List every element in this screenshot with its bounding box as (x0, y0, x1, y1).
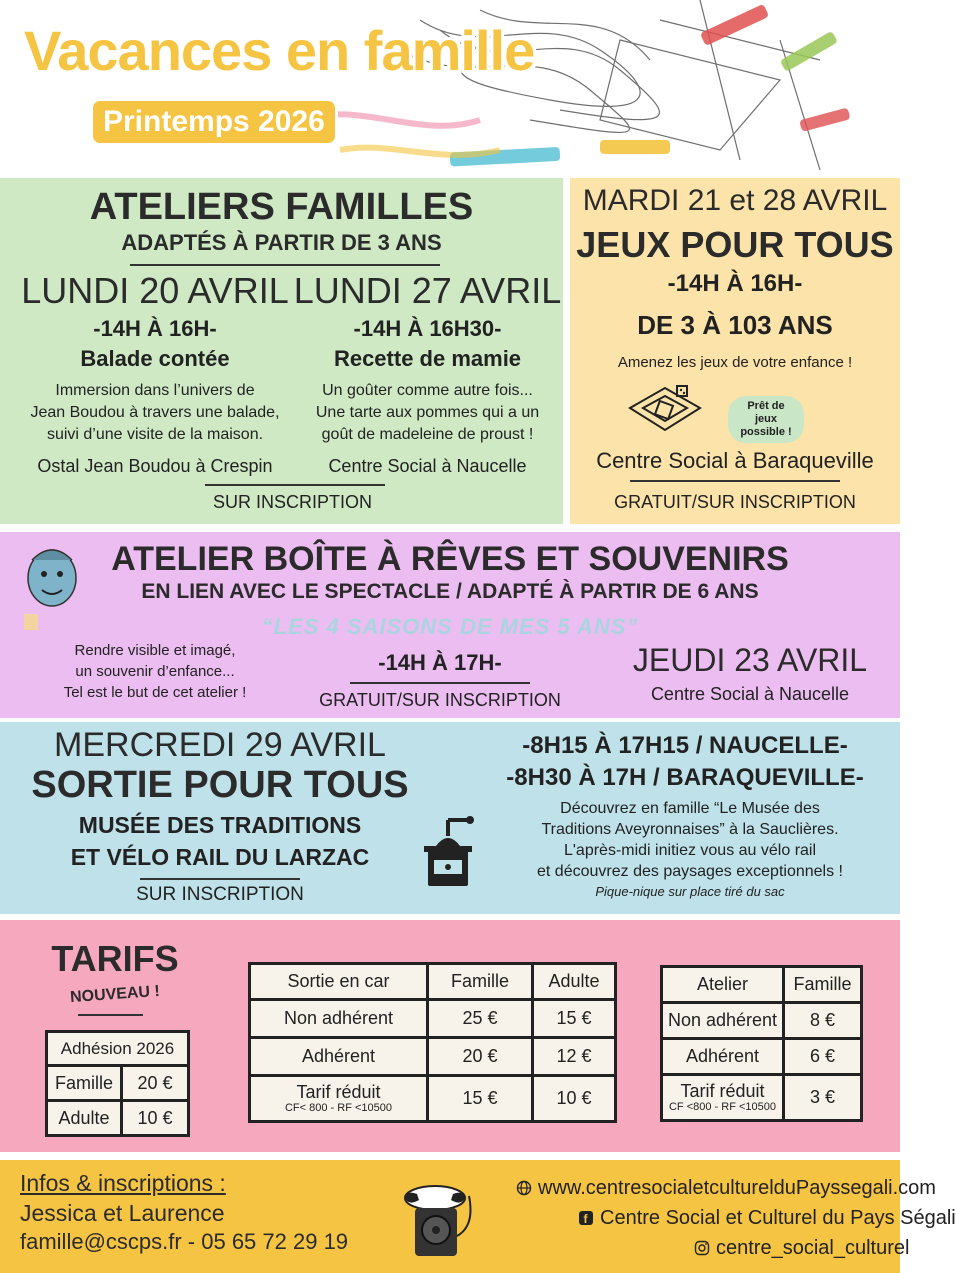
car-row-adulte: 15 € (533, 1000, 616, 1038)
season-badge: Printemps 2026 (90, 98, 338, 146)
reves-desc-1: Rendre visible et imagé, (74, 642, 236, 659)
jeux-time: -14H À 16H- (667, 270, 803, 297)
sortie-car-table (248, 962, 617, 1123)
adhesion-adulte-price: 10 € (122, 1101, 189, 1136)
car-reduit-note: CF< 800 - RF <10500 (284, 1102, 392, 1114)
reves-date: JEUDI 23 AVRIL (632, 642, 868, 678)
svg-text:f: f (583, 1212, 588, 1226)
telephone-illustration (395, 1166, 480, 1264)
atelier-left-place: Ostal Jean Boudou à Crespin (37, 456, 273, 476)
sortie-time-1: -8H15 À 17H15 / NAUCELLE- (522, 732, 848, 759)
board-game-icon (625, 378, 705, 438)
divider (78, 1014, 143, 1016)
jeux-date: MARDI 21 et 28 AVRIL (582, 184, 888, 217)
jeux-pour-tous-panel (570, 178, 900, 524)
car-row-famille: 25 € (428, 1000, 533, 1038)
instagram-link[interactable]: centre_social_culturel (716, 1237, 910, 1259)
reves-desc-3: Tel est le but de cet atelier ! (63, 684, 247, 701)
globe-icon (516, 1180, 532, 1196)
sortie-desc-4: et découvrez des paysages exceptionnels ! (537, 863, 843, 880)
car-row-adulte: 12 € (533, 1038, 616, 1076)
puppet-illustration (18, 540, 88, 632)
atelier-left-name: Balade contée (80, 346, 230, 371)
atelier-row-label: Non adhérent (662, 1003, 784, 1039)
divider (130, 264, 440, 266)
ateliers-note: SUR INSCRIPTION (212, 492, 372, 512)
reves-show: “LES 4 SAISONS DE MES 5 ANS” (261, 614, 639, 639)
divider (350, 682, 530, 684)
adhesion-famille-price: 20 € (122, 1066, 189, 1101)
car-row-label: Tarif réduit (296, 1082, 381, 1102)
sortie-dest-1: MUSÉE DES TRADITIONS (78, 812, 362, 838)
atelier-left-time: -14H À 16H- (93, 316, 217, 341)
sortie-dest-2: ET VÉLO RAIL DU LARZAC (70, 844, 370, 870)
sortie-title: SORTIE POUR TOUS (31, 764, 409, 806)
email-phone-link[interactable]: famille@cscps.fr - 05 65 72 29 19 (20, 1229, 349, 1254)
sortie-pour-tous-panel (0, 722, 900, 914)
atelier-header-atelier: Atelier (662, 967, 784, 1003)
sortie-desc-2: Traditions Aveyronnaises” à la Sauclières. (541, 821, 839, 838)
atelier-row-famille: 3 € (784, 1075, 862, 1121)
atelier-reduit-note: CF <800 - RF <10500 (668, 1101, 776, 1113)
jeux-tagline: Amenez les jeux de votre enfance ! (617, 354, 853, 371)
jeux-note: GRATUIT/SUR INSCRIPTION (614, 492, 856, 512)
ateliers-title: ATELIERS FAMILLES (89, 186, 474, 228)
coffee-grinder-icon (418, 810, 478, 890)
instagram-row[interactable] (694, 1237, 909, 1260)
atelier-left-desc-1: Immersion dans l’univers de (55, 382, 255, 399)
car-row-famille: 15 € (428, 1076, 533, 1122)
sortie-time-2: -8H30 À 17H / BARAQUEVILLE- (506, 764, 864, 791)
adhesion-famille-label: Famille (47, 1066, 122, 1101)
adhesion-adulte-label: Adulte (47, 1101, 122, 1136)
sortie-date: MERCREDI 29 AVRIL (54, 726, 386, 764)
footer (0, 1160, 956, 1273)
contacts: Jessica et Laurence (20, 1200, 225, 1226)
atelier-row-label: Tarif réduit (680, 1081, 765, 1101)
atelier-right-name: Recette de mamie (333, 346, 522, 371)
sortie-desc-3: L'après-midi initiez vous au vélo rail (563, 842, 817, 859)
car-header-sortie: Sortie en car (250, 964, 428, 1000)
atelier-right-desc-1: Un goûter comme autre fois... (322, 382, 533, 399)
reves-desc-2: un souvenir d’enfance... (75, 663, 235, 680)
jeux-ages: DE 3 À 103 ANS (637, 310, 833, 340)
atelier-right-date: LUNDI 27 AVRIL (293, 270, 562, 311)
facebook-icon (578, 1210, 594, 1226)
car-row-label: Non adhérent (250, 1000, 428, 1038)
atelier-table (660, 965, 863, 1122)
atelier-reduit-cell (662, 1075, 784, 1121)
atelier-left-desc-2: Jean Boudou à travers une balade, (30, 404, 280, 421)
car-row-label: Adhérent (250, 1038, 428, 1076)
reves-place: Centre Social à Naucelle (650, 684, 850, 704)
atelier-left-desc-3: suivi d’une visite de la maison. (46, 426, 264, 443)
reves-title: ATELIER BOÎTE À RÊVES ET SOUVENIRS (111, 540, 789, 578)
nouveau-badge: NOUVEAU ! (69, 982, 161, 1007)
adhesion-table (45, 1030, 190, 1137)
tarifs-panel (0, 920, 900, 1152)
reves-subtitle: EN LIEN AVEC LE SPECTACLE / ADAPTÉ À PARTIR DE 6 ANS (141, 580, 759, 603)
sortie-desc-1: Découvrez en famille “Le Musée des (560, 800, 820, 817)
header (0, 0, 900, 175)
car-row-adulte: 10 € (533, 1076, 616, 1122)
atelier-reves-panel (0, 532, 900, 718)
divider (140, 878, 300, 880)
atelier-left-date: LUNDI 20 AVRIL (21, 270, 289, 311)
atelier-right-desc-2: Une tarte aux pommes qui a un (315, 404, 540, 421)
atelier-row-label: Adhérent (662, 1039, 784, 1075)
reves-time: -14H À 17H- (378, 650, 502, 675)
car-header-famille: Famille (428, 964, 533, 1000)
tarifs-title: TARIFS (51, 938, 179, 979)
atelier-row-famille: 6 € (784, 1039, 862, 1075)
website-row[interactable] (516, 1177, 936, 1200)
ateliers-familles-panel (0, 178, 563, 524)
ateliers-subtitle: ADAPTÉS À PARTIR DE 3 ANS (121, 230, 442, 255)
website-link[interactable]: www.centresocialetculturelduPayssegali.com (538, 1177, 936, 1199)
jeux-place: Centre Social à Baraqueville (596, 448, 874, 473)
atelier-header-famille: Famille (784, 967, 862, 1003)
infos-title: Infos & inscriptions : (20, 1170, 226, 1196)
pret-de-jeux-badge: Prêt de jeux possible ! (728, 396, 804, 443)
facebook-link[interactable]: Centre Social et Culturel du Pays Ségali (600, 1207, 956, 1229)
car-reduit-cell (250, 1076, 428, 1122)
facebook-row[interactable] (578, 1207, 956, 1230)
sortie-note: SUR INSCRIPTION (136, 884, 304, 905)
main-title: Vacances en famille (24, 19, 535, 82)
instagram-icon (694, 1240, 710, 1256)
atelier-row-famille: 8 € (784, 1003, 862, 1039)
adhesion-header: Adhésion 2026 (47, 1032, 189, 1066)
divider (205, 484, 385, 486)
reves-note: GRATUIT/SUR INSCRIPTION (319, 690, 561, 710)
car-header-adulte: Adulte (533, 964, 616, 1000)
atelier-right-place: Centre Social à Naucelle (328, 456, 527, 476)
jeux-title: JEUX POUR TOUS (576, 224, 894, 265)
sortie-picnic: Pique-nique sur place tiré du sac (595, 884, 785, 899)
atelier-right-time: -14H À 16H30- (353, 316, 502, 341)
divider (630, 480, 840, 482)
atelier-right-desc-3: goût de madeleine de proust ! (321, 426, 534, 443)
car-row-famille: 20 € (428, 1038, 533, 1076)
